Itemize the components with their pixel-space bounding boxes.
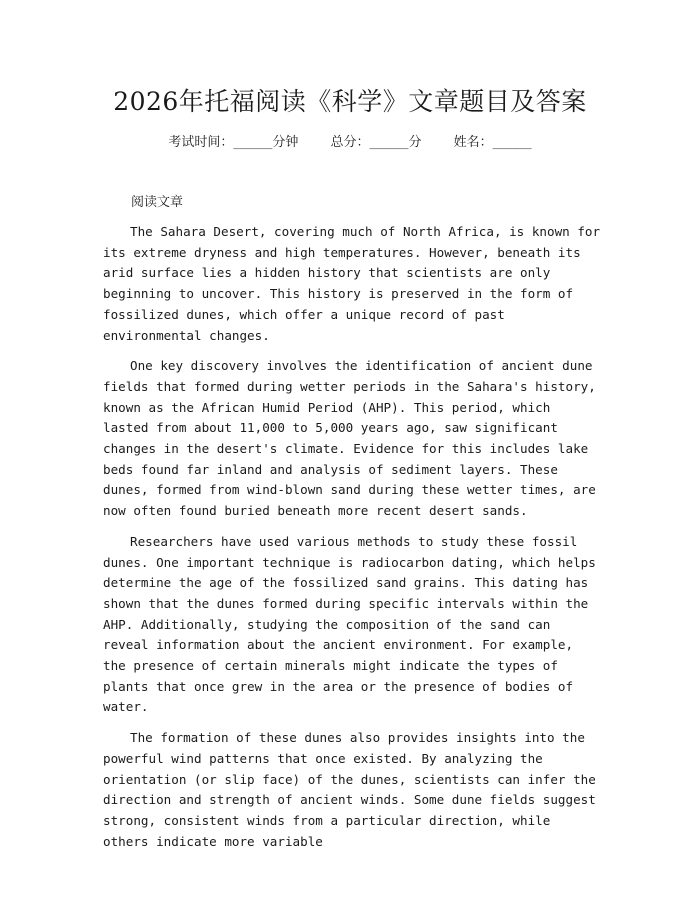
exam-time-field: 考试时间：______分钟 (168, 135, 299, 150)
paragraph: Researchers have used various methods to study these fossil dunes. One important technique is radiocarbon dating, which helps determine the age of the fossilized sand grains. This dating has shown that the dunes formed during specific intervals within the AHP. Additionally, studying the composition of the sand can reveal information about the ancient environment. For example, the presence of certain minerals might indicate the types of plants that once grew in the area or the presence of bodies of water. (103, 533, 596, 715)
paragraph: One key discovery involves the identification of ancient dune fields that formed during wetter periods in the Sahara's history, known as the African Humid Period (AHP). This period, which lasted from about 11,000 to 5,000 years ago, saw significant changes in the desert's climate. Evidence for this includes lake beds found far inland and analysis of sediment layers. These dunes, formed from wind-blown sand during these wetter times, are now often found buried beneath more recent desert sands. (103, 358, 596, 519)
page-title: 2026年托福阅读《科学》文章题目及答案 (113, 87, 587, 116)
paragraph: The formation of these dunes also provides insights into the powerful wind patterns that once existed. By analyzing the orientation (or slip face) of the dunes, scientists can infer the direction and strength of ancient winds. Some dune fields suggest strong, consistent winds from a particular direction, while others indicate more variable (103, 730, 596, 849)
name-field: 姓名：______ (453, 135, 532, 150)
paragraph: The Sahara Desert, covering much of North Africa, is known for its extreme dryness and high temperatures. However, beneath its arid surface lies a hidden history that scientists are only beginning to uncover. This history is preserved in the form of fossilized dunes, which offer a unique record of past environmental changes. (103, 224, 601, 343)
section-heading: 阅读文章 (131, 195, 184, 210)
article-body (103, 222, 603, 862)
exam-meta (0, 131, 700, 150)
total-score-field: 总分：______分 (330, 135, 422, 150)
